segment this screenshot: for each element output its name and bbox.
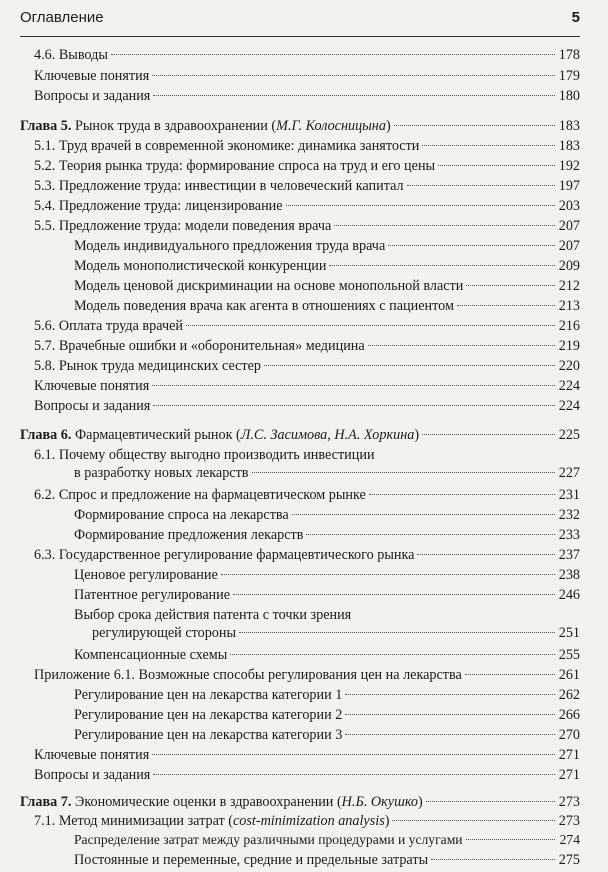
- toc-page-number: 274: [559, 832, 580, 847]
- toc-entry-text: Распределение затрат между различными процедурами и услугами: [74, 832, 463, 847]
- chapter-label: Глава 7.: [20, 794, 72, 810]
- toc-page-number: 219: [558, 338, 580, 354]
- toc-entry: [34, 446, 580, 482]
- toc-page-number: 233: [558, 527, 580, 543]
- toc-entry-text: Регулирование цен на лекарства категории 3: [74, 727, 343, 743]
- dot-leader: [186, 325, 555, 326]
- toc-entry: [34, 357, 580, 375]
- toc-entry: [34, 137, 580, 155]
- toc-subentry: [74, 506, 580, 524]
- chapter-title: [20, 793, 423, 811]
- dot-leader: [417, 554, 555, 555]
- toc-entry-text: 5.8. Рынок труда медицинских сестер: [34, 358, 262, 374]
- toc-page-number: 255: [558, 647, 580, 663]
- dot-leader: [345, 694, 555, 695]
- toc-page-number: 178: [558, 47, 580, 63]
- toc-subentry: [74, 586, 580, 604]
- toc-page-number: 207: [558, 238, 580, 254]
- toc-entry: [34, 197, 580, 215]
- dot-leader: [388, 245, 555, 246]
- toc-entry-text: 4.6. Выводы: [34, 47, 108, 63]
- toc-entry-text: 5.3. Предложение труда: инвестиции в человеческий капитал: [34, 178, 404, 194]
- toc-entry-text: 6.2. Спрос и предложение на фармацевтическом рынке: [34, 487, 366, 503]
- toc-page-number: 183: [558, 118, 580, 134]
- toc-entry-text: Регулирование цен на лекарства категории 1: [74, 687, 343, 703]
- toc-entry-text: Формирование спроса на лекарства: [74, 507, 289, 523]
- chapter-title: [20, 426, 419, 444]
- toc-page-number: 271: [558, 767, 580, 783]
- dot-leader: [111, 54, 555, 55]
- toc-page-number: 192: [558, 158, 580, 174]
- dot-leader: [438, 165, 555, 166]
- toc-entry-text: Модель поведения врача как агента в отношениях с пациентом: [74, 298, 454, 314]
- toc-entry: [34, 177, 580, 195]
- toc-page-number: 209: [558, 258, 580, 274]
- chapter-label: Глава 5.: [20, 118, 72, 134]
- toc-entry-text: 5.1. Труд врачей в современной экономике: динамика занятости: [34, 138, 420, 154]
- dot-leader: [230, 654, 555, 655]
- toc-page-number: 180: [558, 88, 580, 104]
- chapter-title-text: Экономические оценки в здравоохранении (: [74, 794, 342, 810]
- toc-subentry: [74, 851, 580, 869]
- toc-entry-term: cost-minimization analysis: [232, 813, 385, 829]
- toc-page-number: 224: [558, 398, 580, 414]
- toc-entry-text: Патентное регулирование: [74, 587, 230, 603]
- toc-entry-text: Приложение 6.1. Возможные способы регулирования цен на лекарства: [34, 667, 462, 683]
- toc-page-number: 203: [558, 198, 580, 214]
- toc-entry-text: Вопросы и задания: [34, 88, 151, 104]
- dot-leader: [407, 185, 555, 186]
- chapter-label: Глава 6.: [20, 427, 72, 443]
- dot-leader: [369, 494, 555, 495]
- toc-subentry: [74, 606, 580, 642]
- dot-leader: [252, 472, 556, 473]
- toc-entry-text: 5.4. Предложение труда: лицензирование: [34, 198, 283, 214]
- toc-entry: [34, 746, 580, 764]
- chapter-authors: М.Г. Колосницына: [276, 118, 386, 134]
- page-number: 5: [571, 9, 580, 26]
- toc-page-number: 271: [558, 747, 580, 763]
- toc-page-number: 179: [558, 68, 580, 84]
- dot-leader: [306, 534, 555, 535]
- dot-leader: [292, 514, 555, 515]
- toc-entry: [34, 46, 580, 64]
- toc-entry-text: 5.7. Врачебные ошибки и «оборонительная» медицина: [34, 338, 365, 354]
- dot-leader: [153, 405, 555, 406]
- chapter-title-text: Фармацевтический рынок (: [74, 427, 241, 443]
- dot-leader: [431, 859, 555, 860]
- dot-leader: [392, 820, 555, 821]
- toc-subentry: [74, 526, 580, 544]
- toc-entry-text: Постоянные и переменные, средние и предельные затраты: [74, 852, 429, 868]
- toc-entry-text: Ключевые понятия: [34, 378, 150, 394]
- toc-entry: [34, 397, 580, 415]
- dot-leader: [465, 674, 555, 675]
- toc-page-number: 197: [558, 178, 580, 194]
- toc-entry-text: Регулирование цен на лекарства категории 2: [74, 707, 343, 723]
- toc-subentry: [74, 566, 580, 584]
- dot-leader: [426, 801, 555, 802]
- toc-page-number: 231: [558, 487, 580, 503]
- toc-entry: [34, 67, 580, 85]
- toc-entry-tail: ): [384, 813, 390, 829]
- chapter-title-text: Рынок труда в здравоохранении (: [74, 118, 277, 134]
- dot-leader: [286, 205, 555, 206]
- toc-page-number: 225: [558, 427, 580, 443]
- toc-entry-text: 5.2. Теория рынка труда: формирование спроса на труд и его цены: [34, 158, 436, 174]
- toc-entry-text: Формирование предложения лекарств: [74, 527, 304, 543]
- toc-entry: [34, 217, 580, 235]
- chapter-authors: Л.С. Засимова, Н.А. Хоркина: [240, 427, 415, 443]
- dot-leader: [153, 95, 555, 96]
- chapter-title-tail: ): [385, 118, 391, 134]
- toc-entry: [34, 546, 580, 564]
- toc-entry-text-line1: 6.1. Почему обществу выгодно производить инвестиции: [34, 447, 375, 463]
- toc-page-number: 251: [558, 625, 580, 641]
- dot-leader: [368, 345, 555, 346]
- toc-subentry: [74, 686, 580, 704]
- chapter-heading: [20, 793, 580, 811]
- toc-entry-text: Компенсационные схемы: [74, 647, 228, 663]
- toc-page-number: 207: [558, 218, 580, 234]
- dot-leader: [394, 125, 555, 126]
- toc-entry-text: 6.3. Государственное регулирование фармацевтического рынка: [34, 547, 415, 563]
- dot-leader: [334, 225, 555, 226]
- toc-page-number: 266: [558, 707, 580, 723]
- toc-entry-text: Модель ценовой дискриминации на основе монопольной власти: [74, 278, 464, 294]
- dot-leader: [233, 594, 555, 595]
- chapter-heading: [20, 426, 580, 444]
- toc-entry-text: Модель индивидуального предложения труда врача: [74, 238, 386, 254]
- dot-leader: [345, 734, 555, 735]
- toc-entry: [34, 377, 580, 395]
- toc-entry-text: 7.1. Метод минимизации затрат (: [34, 813, 233, 829]
- toc-entry: [34, 87, 580, 105]
- dot-leader: [239, 632, 555, 633]
- running-header-title: Оглавление: [20, 9, 104, 26]
- toc-page-number: 232: [558, 507, 580, 523]
- toc-subentry: [74, 831, 580, 849]
- toc-page-number: 224: [558, 378, 580, 394]
- toc-page-number: 246: [558, 587, 580, 603]
- toc-page-number: 238: [558, 567, 580, 583]
- toc-entry: [34, 666, 580, 684]
- toc-page-number: 212: [558, 278, 580, 294]
- toc-page-number: 213: [558, 298, 580, 314]
- toc-entry: [34, 812, 580, 830]
- toc-subentry: [74, 277, 580, 295]
- toc-entry-text: Ключевые понятия: [34, 747, 150, 763]
- toc-page-number: 275: [558, 852, 580, 868]
- toc-subentry: [74, 297, 580, 315]
- toc-page-number: 237: [558, 547, 580, 563]
- toc-subentry: [74, 726, 580, 744]
- toc-page-number: 273: [558, 794, 580, 810]
- toc-entry-text: 5.5. Предложение труда: модели поведения врача: [34, 218, 332, 234]
- toc-entry-text: регулирующей стороны: [92, 625, 237, 641]
- toc-page-number: 262: [558, 687, 580, 703]
- toc-entry: [34, 317, 580, 335]
- dot-leader: [466, 839, 555, 840]
- dot-leader: [153, 774, 555, 775]
- toc-page-number: 220: [558, 358, 580, 374]
- toc-subentry: [74, 257, 580, 275]
- toc-subentry: [74, 646, 580, 664]
- toc-entry-text: Ключевые понятия: [34, 68, 150, 84]
- toc-entry: [34, 486, 580, 504]
- dot-leader: [422, 145, 555, 146]
- toc-page-number: 183: [558, 138, 580, 154]
- dot-leader: [152, 754, 555, 755]
- toc-subentry: [74, 237, 580, 255]
- dot-leader: [345, 714, 555, 715]
- dot-leader: [457, 305, 555, 306]
- dot-leader: [152, 75, 555, 76]
- chapter-heading: [20, 117, 580, 135]
- chapter-title-tail: ): [418, 794, 423, 810]
- toc-entry-text: Модель монополистической конкуренции: [74, 258, 327, 274]
- chapter-authors: Н.Б. Окушко: [341, 794, 419, 810]
- toc-entry-text-line1: Выбор срока действия патента с точки зрения: [74, 607, 352, 623]
- toc-entry: [34, 766, 580, 784]
- toc-page-number: 261: [558, 667, 580, 683]
- toc-entry-text: Ценовое регулирование: [74, 567, 218, 583]
- toc-page-number: 273: [558, 813, 580, 829]
- toc-entry: [34, 337, 580, 355]
- chapter-title-tail: ): [414, 427, 420, 443]
- dot-leader: [152, 385, 555, 386]
- chapter-title: [20, 117, 391, 135]
- toc-subentry: [74, 706, 580, 724]
- toc-entry-text: в разработку новых лекарств: [74, 465, 249, 481]
- toc-page-number: 227: [558, 465, 580, 481]
- dot-leader: [264, 365, 555, 366]
- toc-page-number: 270: [558, 727, 580, 743]
- dot-leader: [221, 574, 555, 575]
- dot-leader: [329, 265, 555, 266]
- toc-entry: [34, 157, 580, 175]
- toc-page-number: 216: [558, 318, 580, 334]
- toc-entry-text: Вопросы и задания: [34, 398, 151, 414]
- toc-entry-text: Вопросы и задания: [34, 767, 151, 783]
- dot-leader: [422, 434, 555, 435]
- dot-leader: [466, 285, 555, 286]
- toc-entry-text: 5.6. Оплата труда врачей: [34, 318, 183, 334]
